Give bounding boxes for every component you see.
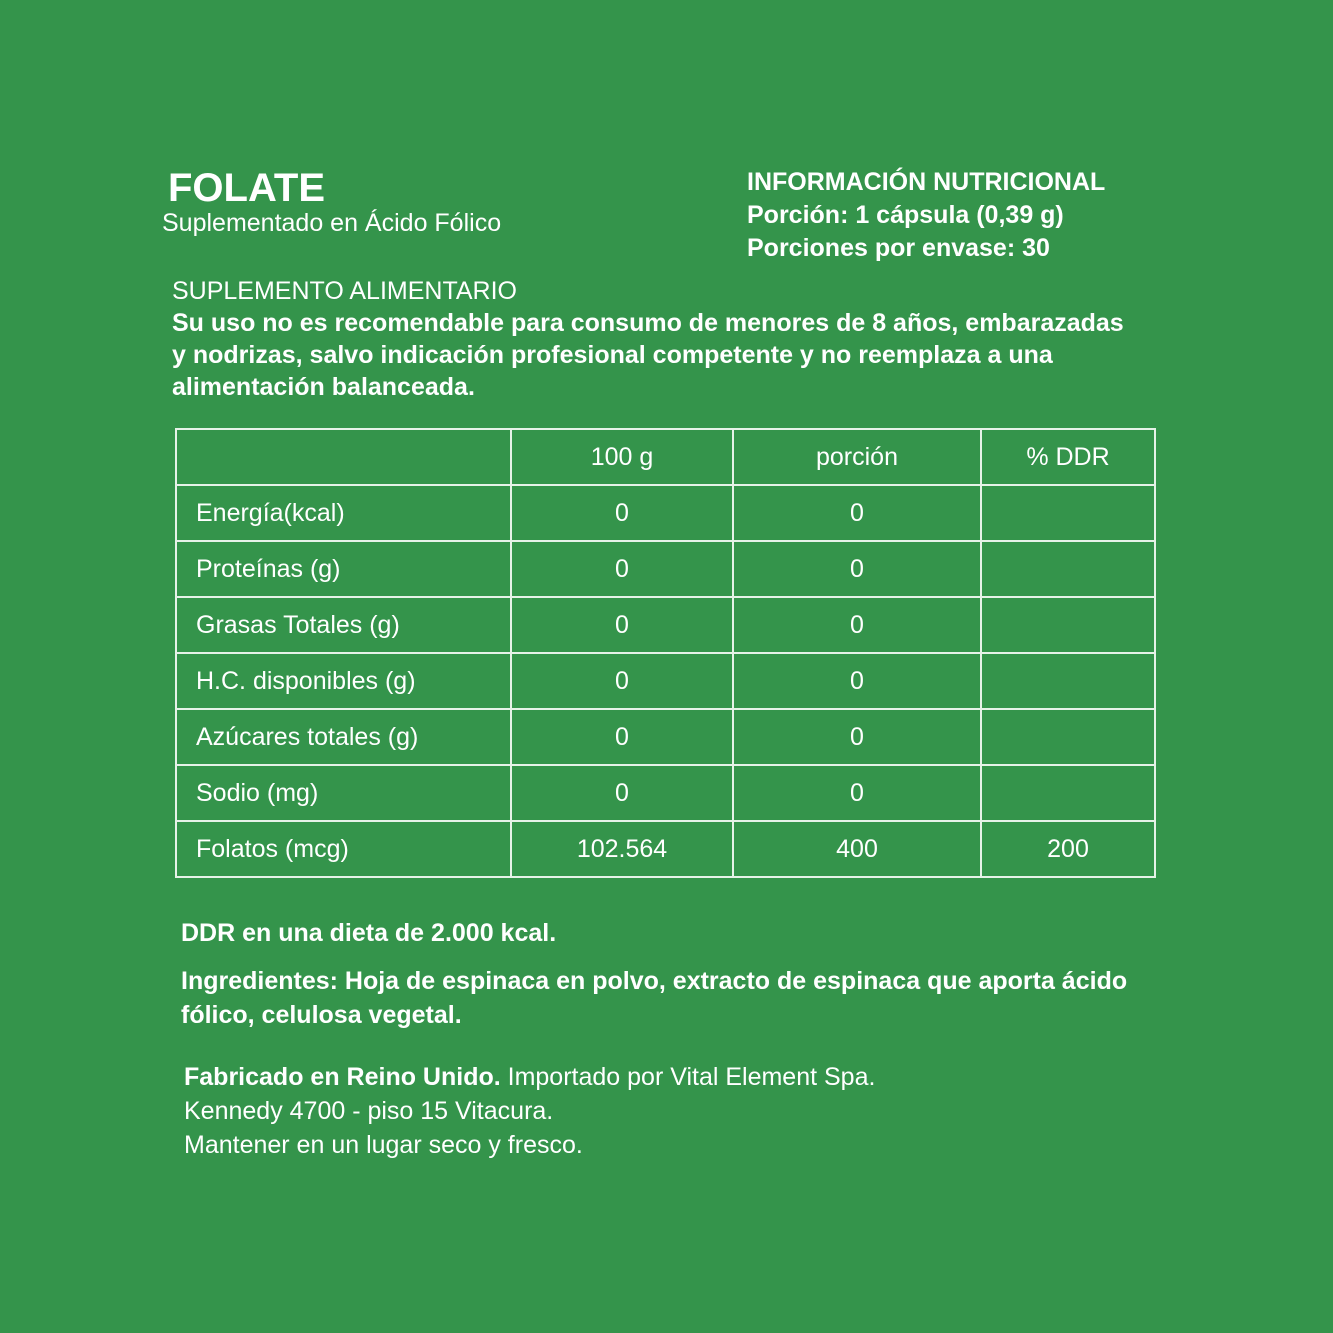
nutrition-info-heading: INFORMACIÓN NUTRICIONAL xyxy=(747,168,1106,196)
value-ddr xyxy=(981,765,1155,821)
table-row xyxy=(176,485,1155,541)
value-100g: 0 xyxy=(511,765,733,821)
table-row xyxy=(176,541,1155,597)
ddr-note: DDR en una dieta de 2.000 kcal. xyxy=(181,919,557,947)
value-ddr: 200 xyxy=(981,821,1155,877)
value-ddr xyxy=(981,597,1155,653)
value-portion: 400 xyxy=(733,821,981,877)
table-row xyxy=(176,597,1155,653)
table-header-row xyxy=(176,429,1155,485)
table-row xyxy=(176,821,1155,877)
nutrient-label: Folatos (mcg) xyxy=(176,821,511,877)
value-100g: 0 xyxy=(511,709,733,765)
product-title: FOLATE xyxy=(168,166,326,210)
nutrition-table xyxy=(175,428,1156,878)
storage-text: Mantener en un lugar seco y fresco. xyxy=(184,1131,583,1159)
manufacturer-line xyxy=(184,1060,875,1094)
table-row xyxy=(176,765,1155,821)
value-portion: 0 xyxy=(733,485,981,541)
supplement-heading: SUPLEMENTO ALIMENTARIO xyxy=(172,277,517,305)
table-header-cell: % DDR xyxy=(981,429,1155,485)
value-portion: 0 xyxy=(733,765,981,821)
importer-text: Importado por Vital Element Spa. xyxy=(500,1063,876,1091)
table-header-cell: porción xyxy=(733,429,981,485)
value-100g: 102.564 xyxy=(511,821,733,877)
nutrient-label: Azúcares totales (g) xyxy=(176,709,511,765)
value-portion: 0 xyxy=(733,709,981,765)
nutrient-label: Grasas Totales (g) xyxy=(176,597,511,653)
supplement-block xyxy=(172,275,1124,403)
table-header-cell: 100 g xyxy=(511,429,733,485)
nutrient-label: Energía(kcal) xyxy=(176,485,511,541)
table-row xyxy=(176,653,1155,709)
made-in-text: Fabricado en Reino Unido. xyxy=(184,1063,501,1091)
value-ddr xyxy=(981,653,1155,709)
servings-per-container: Porciones por envase: 30 xyxy=(747,234,1050,262)
value-portion: 0 xyxy=(733,541,981,597)
nutrition-info-block xyxy=(747,166,1105,265)
warning-line: y nodrizas, salvo indicación profesional competente y no reemplaza a una xyxy=(172,341,1053,369)
serving-size: Porción: 1 cápsula (0,39 g) xyxy=(747,201,1064,229)
value-portion: 0 xyxy=(733,597,981,653)
nutrient-label: Proteínas (g) xyxy=(176,541,511,597)
manufacturer-block xyxy=(184,1060,875,1162)
nutrient-label: Sodio (mg) xyxy=(176,765,511,821)
nutrient-label: H.C. disponibles (g) xyxy=(176,653,511,709)
warning-line: Su uso no es recomendable para consumo de menores de 8 años, embarazadas xyxy=(172,309,1124,337)
table-header-cell xyxy=(176,429,511,485)
product-subtitle: Suplementado en Ácido Fólico xyxy=(162,209,502,237)
table-row xyxy=(176,709,1155,765)
value-portion: 0 xyxy=(733,653,981,709)
ingredients-text: Ingredientes: Hoja de espinaca en polvo, extracto de espinaca que aporta ácido fólico, celulosa vegetal. xyxy=(181,967,1128,1029)
value-100g: 0 xyxy=(511,653,733,709)
value-100g: 0 xyxy=(511,541,733,597)
value-ddr xyxy=(981,485,1155,541)
address-text: Kennedy 4700 - piso 15 Vitacura. xyxy=(184,1097,554,1125)
value-ddr xyxy=(981,541,1155,597)
value-ddr xyxy=(981,709,1155,765)
value-100g: 0 xyxy=(511,597,733,653)
warning-line: alimentación balanceada. xyxy=(172,373,475,401)
value-100g: 0 xyxy=(511,485,733,541)
